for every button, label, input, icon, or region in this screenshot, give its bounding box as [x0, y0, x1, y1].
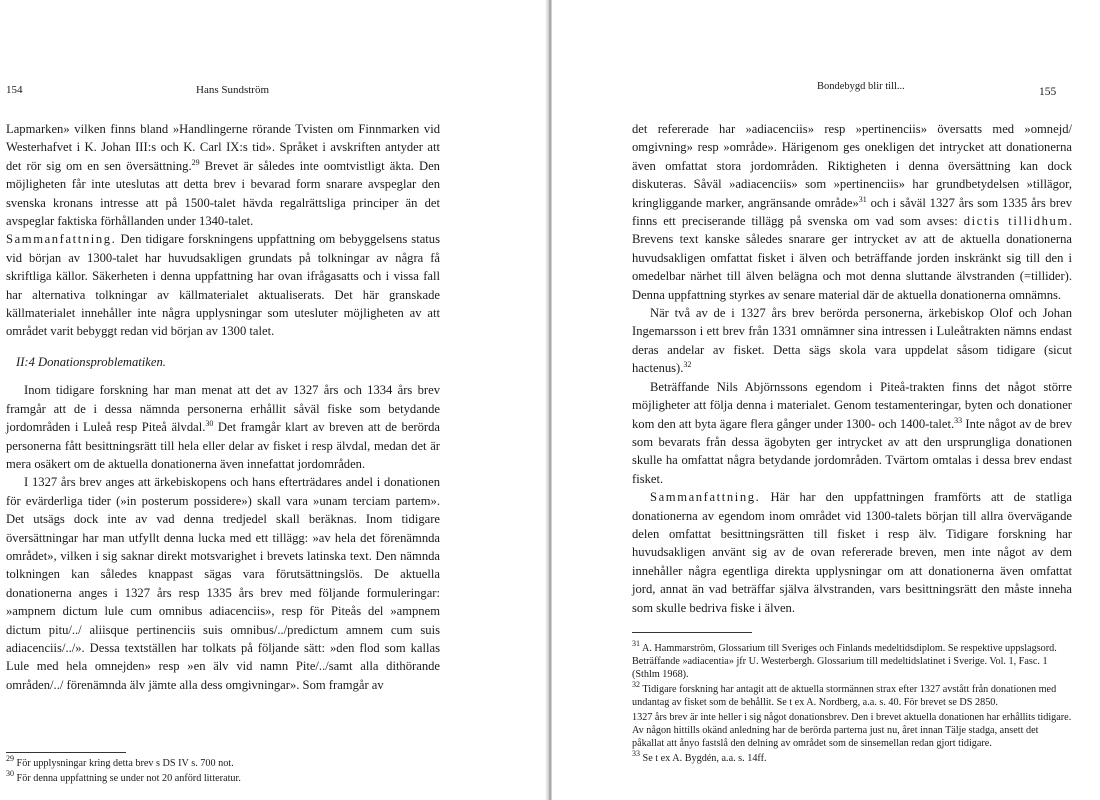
left-page: [0, 0, 548, 800]
paragraph: I 1327 års brev anges att ärkebiskopens och hans efterträdares andel i donationen för evärderliga tider (»in posterum possidere») skall vara »unam terciam partem». Det utsägs dock inte av vad denna tredjedel skall beräknas. Inom tidigare översättningar har man utfyllt denna lucka med ett tillägg: »av hela det förenämnda området», vilken i sig saknar direkt motsvarighet i brevets latinska text. Den nämnda tolkningen kan således knappast sägas vara förutsättningslös. De aktuella donationerna anges i 1327 års resp 1335 års brev med följande formuleringar: »ampnem dictum lule cum omnibus adiacenciis», resp för Piteås del »ampnem dictum pitu/../ aliisque pertinenciis suis omnibus/../predictum amnem cum suis adiacenciis/../». Dessa textställen har tolkats på följande sätt: »den flod som kallas Lule med hela omnejden» resp »en älv vid namn Pite/../samt alla dithörande områden/../ förenämnda älv jämte alla dess omgivningar». Som framgår av: [6, 475, 440, 692]
page-number: 155: [1039, 86, 1057, 98]
footnote: 1327 års brev är inte heller i sig något donationsbrev. Den i brevet aktuella donationen har erhållits tidigare. Av någon hittills okänd anledning har de berörda parterna just nu, året innan Tälje stadga, ansett det påkallat att ånyo fastslå den delning av området som de sinsemellan redan gjort tidigare.: [632, 712, 1072, 749]
paragraph: När två av de i 1327 års brev berörda personerna, ärkebiskop Olof och Johan Ingemarsson i ett brev från 1331 omnämner sina intressen i Luleåtrakten nämns endast deras andelar av fisket. Detta sägs skola vara uppdelat såsom tidigare (sicut hactenus).$^{32}$: [632, 306, 1072, 376]
footnote-divider: [632, 632, 752, 633]
footnotes: [6, 754, 436, 787]
page-number: 154: [6, 84, 23, 96]
summary-paragraph: Sammanfattning. Här har den uppfattningen framförts att de statliga donationerna av egendom inom området vid 1300-talets början till allra övervägande delen omfattat besittningsrätten till fisket i resp älv. Tidigare forskning har huvudsakligen använt sig av de ovan refererade breven, men inte något av dem innehåller några egentliga direkta upplysningar om att donationerna även omfattat jord, annat än vad beträffar själva älvstranden, vars besittningsrätt den måste inneha som skulle bedriva fiske i älven.: [632, 490, 1072, 615]
paragraph: Beträffande Nils Abjörnssons egendom i Piteå-trakten finns det något större möjligheter att följa denna i materialet. Genom testamenteringar, byten och donationer kom den att byta ägare flera gånger under 1300- och 1400-talet.$^{33}$ Inte något av de brev som bevarats från dessa ägobyten ger intrycket av att den ursprungliga donationen skulle ha omfattat några betydande jordområden. Tvärtom omtalas i dessa brev endast fisket.: [632, 379, 1072, 486]
running-head: Bondebygd blir till...: [817, 81, 905, 92]
footnote: $^{31}$ A. Hammarström, Glossarium till Sveriges och Finlands medeltidsdiplom. Se respektive uppslagsord. Beträffande »adiacentia» jfr U. Westerbergh. Glossarium till medeltidslatinet i Sverige. Vol. 1, Fasc. 1 (Sthlm 1968).: [632, 639, 1057, 680]
right-page: [552, 0, 1100, 800]
footnote-ref[interactable]: 29: [191, 157, 200, 167]
paragraph: Lapmarken» vilken finns bland »Handlingerne rörande Tvisten om Finnmarken vid Westerhafvet i K. Johan III:s och K. Carl IX:s tid». Språket i avskriften antyder att det rör sig om en sen översättning.$^{29}$ Brevet är således inte oomtvistligt äkta. Den möjligheten får inte uteslutas att detta brev i bevarad form snarare avspeglar den svenska kronans intresse att på 1500-talet hävda regalrättsliga principer än det avspeglar faktiska förhållanden under 1340-talet.: [6, 122, 440, 229]
footnote-ref[interactable]: 30: [205, 419, 214, 429]
footnote: $^{29}$ För upplysningar kring detta brev s DS IV s. 700 not.: [6, 754, 234, 769]
footnote-divider: [6, 752, 126, 753]
quoted-term: dictis tillidhum: [963, 214, 1069, 229]
paragraph: det refererade har »adiacenciis» resp »pertinenciis» översatts med »omnejd/ omgivning» resp »område». Härigenom ges onekligen det intrycket att donationerna även omfattat stora jordområden. Riktigheten i denna översättning kan dock diskuteras. Såväl »adiacenciis» som »pertinenciis» har grundbetydelsen »tillägor, kringliggande marker, angränsande område»$^{31}$ och i såväl 1327 års som 1335 års brev finns ett preciserande tillägg på svenska om vad som avses: dictis tillidhum. Brevens text kanske således snarare ger intrycket av att de aktuella donationerna huvudsakligen omfattat fisket i älven och beträffande jorden inskränkt sig till den i omedelbar närhet till älven belägna och mot denna sluttande älvstranden (=tillider). Denna uppfattning styrkes av senare material där de aktuella donationerna omnämns.: [632, 122, 1073, 302]
left-page-body: [6, 120, 440, 694]
footnotes: [632, 639, 1072, 767]
right-page-body: [632, 120, 1072, 617]
summary-label: Sammanfattning.: [650, 490, 761, 505]
paragraph: Inom tidigare forskning har man menat att det av 1327 års och 1334 års brev framgår att de i dessa nämnda personerna erhållit såväl fiske som betydande jordområden i Luleå resp Piteå älvdal.$^{30}$ Det framgår klart av breven att de berörda personerna fått besittningsrätt till hela eller delar av fisket i resp älvdal, medan det är mera osäkert om de aktuella donationerna även innefattat jordområden.: [6, 383, 441, 471]
summary-label: Sammanfattning.: [6, 232, 117, 247]
summary-paragraph: Sammanfattning. Den tidigare forskningens uppfattning om bebyggelsens status vid början av 1300-talet har huvudsakligen grundats på tolkningar av några få skriftliga källor. Säkerheten i denna uppfattning har ovan ifrågasatts och i vissa fall har alternativa tolkningar av källmaterialet aktualiserats. Det här granskade källmaterialet innehåller inte några upplysningar som utesluter möjligheten av att området varit bebyggt redan vid början av 1300 talet.: [6, 232, 440, 339]
footnote: $^{32}$ Tidigare forskning har antagit att de aktuella stormännen strax efter 1327 avstått från donationen med undantag av fisket som de behållit. Se t ex A. Nordberg, a.a. s. 40. För brevet se DS 2850.: [632, 680, 1057, 708]
section-heading: II:4 Donationsproblematiken.: [16, 354, 166, 369]
footnote: $^{33}$ Se t ex A. Bygdén, a.a. s. 14ff.: [632, 749, 767, 764]
footnote: $^{30}$ För denna uppfattning se under not 20 anförd litteratur.: [6, 769, 241, 784]
footnote-ref[interactable]: 33: [954, 415, 963, 425]
footnote-ref[interactable]: 32: [683, 360, 692, 370]
footnote-ref[interactable]: 31: [858, 194, 867, 204]
running-head: Hans Sundström: [196, 84, 270, 96]
